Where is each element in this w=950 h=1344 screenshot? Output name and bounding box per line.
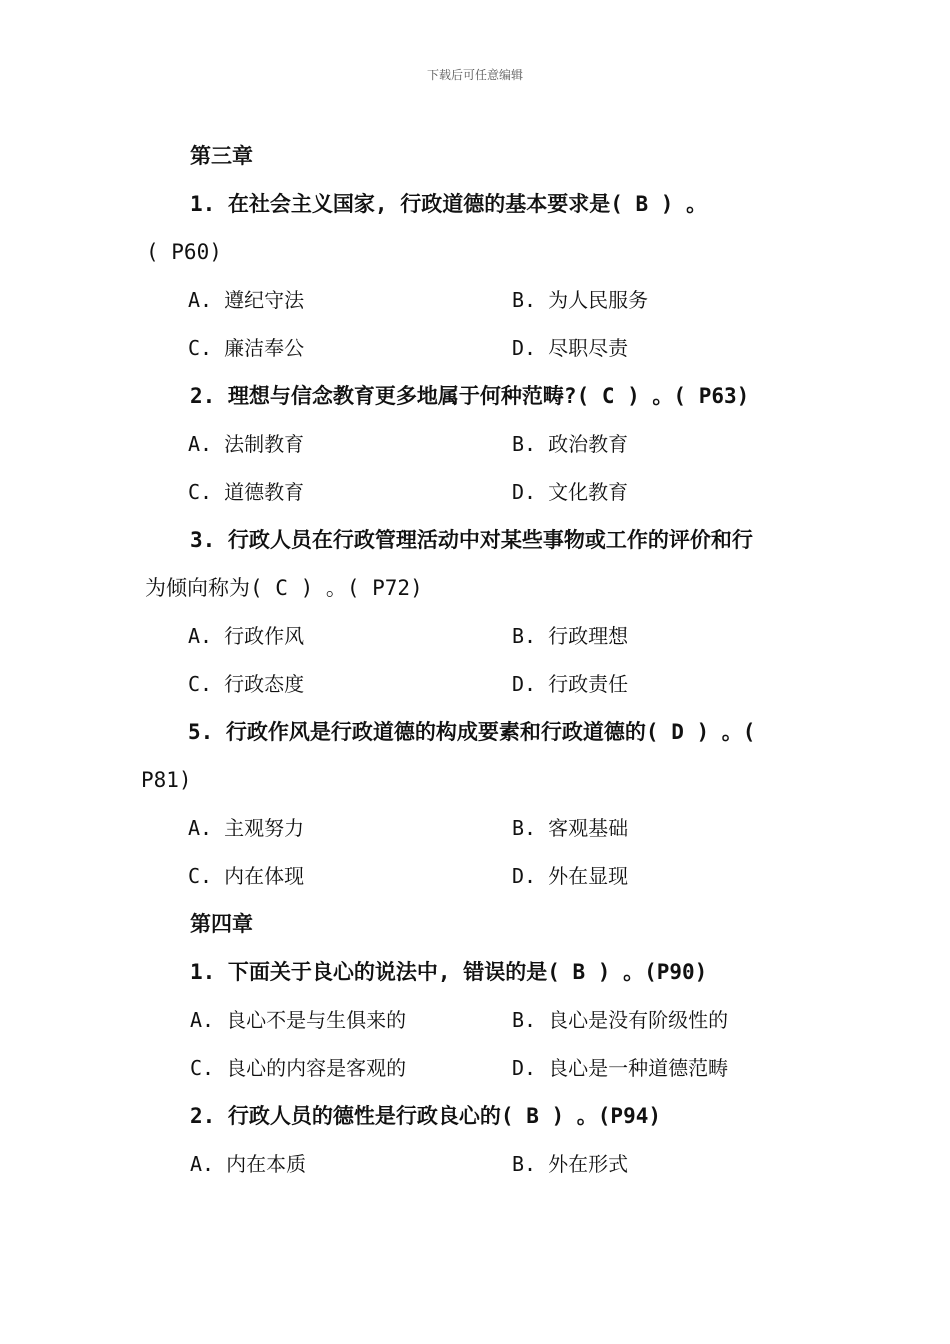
option-d: D. 文化教育 <box>512 480 629 504</box>
option-a: A. 内在本质 <box>190 1152 307 1176</box>
option-b: B. 外在形式 <box>512 1152 629 1176</box>
option-b: B. 客观基础 <box>512 816 629 840</box>
question-5-text: 5. 行政作风是行政道德的构成要素和行政道德的( D ) 。( <box>188 720 756 744</box>
question-1-text: 1. 在社会主义国家, 行政道德的基本要求是( B ) 。 <box>190 192 708 216</box>
option-d: D. 尽职尽责 <box>512 336 629 360</box>
chapter-title-4: 第四章 <box>190 912 253 936</box>
option-c: C. 内在体现 <box>188 864 305 888</box>
chapter-title-3: 第三章 <box>190 144 253 168</box>
option-b: B. 行政理想 <box>512 624 629 648</box>
option-b: B. 为人民服务 <box>512 288 649 312</box>
option-a: A. 行政作风 <box>188 624 305 648</box>
question-5-page-ref: P81) <box>141 768 192 792</box>
option-a: A. 主观努力 <box>188 816 305 840</box>
question-1-page-ref: ( P60) <box>146 240 222 264</box>
option-b: B. 良心是没有阶级性的 <box>512 1008 729 1032</box>
page-header: 下载后可任意编辑 <box>426 68 523 82</box>
option-c: C. 行政态度 <box>188 672 305 696</box>
option-a: A. 法制教育 <box>188 432 305 456</box>
option-c: C. 良心的内容是客观的 <box>190 1056 407 1080</box>
option-d: D. 良心是一种道德范畴 <box>512 1056 729 1080</box>
option-d: D. 外在显现 <box>512 864 629 888</box>
question-4-2-text: 2. 行政人员的德性是行政良心的( B ) 。(P94) <box>190 1104 662 1128</box>
option-c: C. 廉洁奉公 <box>188 336 305 360</box>
option-d: D. 行政责任 <box>512 672 629 696</box>
option-b: B. 政治教育 <box>512 432 629 456</box>
option-c: C. 道德教育 <box>188 480 305 504</box>
question-2-text: 2. 理想与信念教育更多地属于何种范畴?( C ) 。( P63) <box>190 384 750 408</box>
question-3-text: 3. 行政人员在行政管理活动中对某些事物或工作的评价和行 <box>190 528 753 552</box>
option-a: A. 良心不是与生俱来的 <box>190 1008 407 1032</box>
question-4-1-text: 1. 下面关于良心的说法中, 错误的是( B ) 。(P90) <box>190 960 708 984</box>
option-a: A. 遵纪守法 <box>188 288 305 312</box>
question-3-text-cont: 为倾向称为( C ) 。( P72) <box>145 576 423 600</box>
